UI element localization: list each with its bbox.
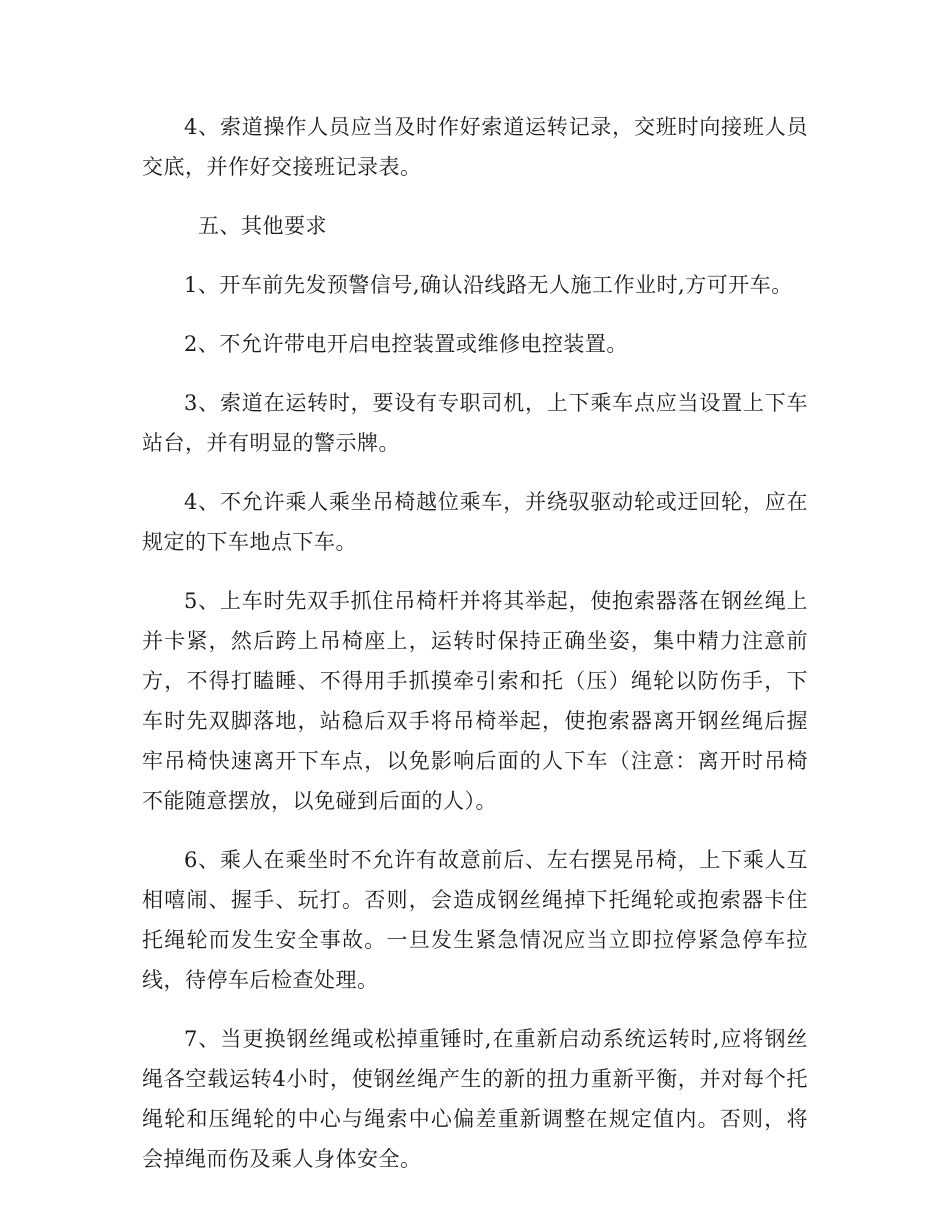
document-body — [142, 107, 808, 1198]
paragraph-electric-control: 2、不允许带电开启电控装置或维修电控装置。 — [184, 332, 628, 356]
paragraph-driver-station: 3、索道在运转时，要设有专职司机，上下乘车点应当设置上下车站台，并有明显的警示牌。 — [142, 391, 808, 455]
paragraph-no-overrun: 4、不允许乘人乘坐吊椅越位乘车，并绕驭驱动轮或迂回轮，应在规定的下车地点下车。 — [142, 490, 808, 554]
paragraph-riding-conduct: 6、乘人在乘坐时不允许有故意前后、左右摆晃吊椅，上下乘人互相嘻闹、握手、玩打。否则，会造成钢丝绳掉下托绳轮或抱索器卡住托绳轮而发生安全事故。一旦发生紧急情况应当立即拉停紧急停车拉线，待停车后检查处理。 — [142, 848, 808, 992]
paragraph-rope-replacement: 7、当更换钢丝绳或松掉重锤时,在重新启动系统运转时,应将钢丝绳各空载运转4小时，使钢丝绳产生的新的扭力重新平衡，并对每个托绳轮和压绳轮的中心与绳索中心偏差重新调整在规定值内。否则，将会掉绳而伤及乘人身体安全。 — [142, 1027, 808, 1171]
section-heading-other-requirements: 五、其他要求 — [198, 214, 327, 238]
paragraph-operator-record: 4、索道操作人员应当及时作好索道运转记录，交班时向接班人员交底，并作好交接班记录表。 — [142, 115, 808, 179]
paragraph-warning-signal: 1、开车前先发预警信号,确认沿线路无人施工作业时,方可开车。 — [184, 273, 793, 297]
paragraph-boarding-procedure: 5、上车时先双手抓住吊椅杆并将其举起，使抱索器落在钢丝绳上并卡紧，然后跨上吊椅座上，运转时保持正确坐姿，集中精力注意前方，不得打瞌睡、不得用手抓摸牵引索和托（压）绳轮以防伤手，下车时先双脚落地，站稳后双手将吊椅举起，使抱索器离开钢丝绳后握牢吊椅快速离开下车点，以免影响后面的人下车（注意：离开时吊椅不能随意摆放，以免碰到后面的人）。 — [142, 589, 808, 813]
